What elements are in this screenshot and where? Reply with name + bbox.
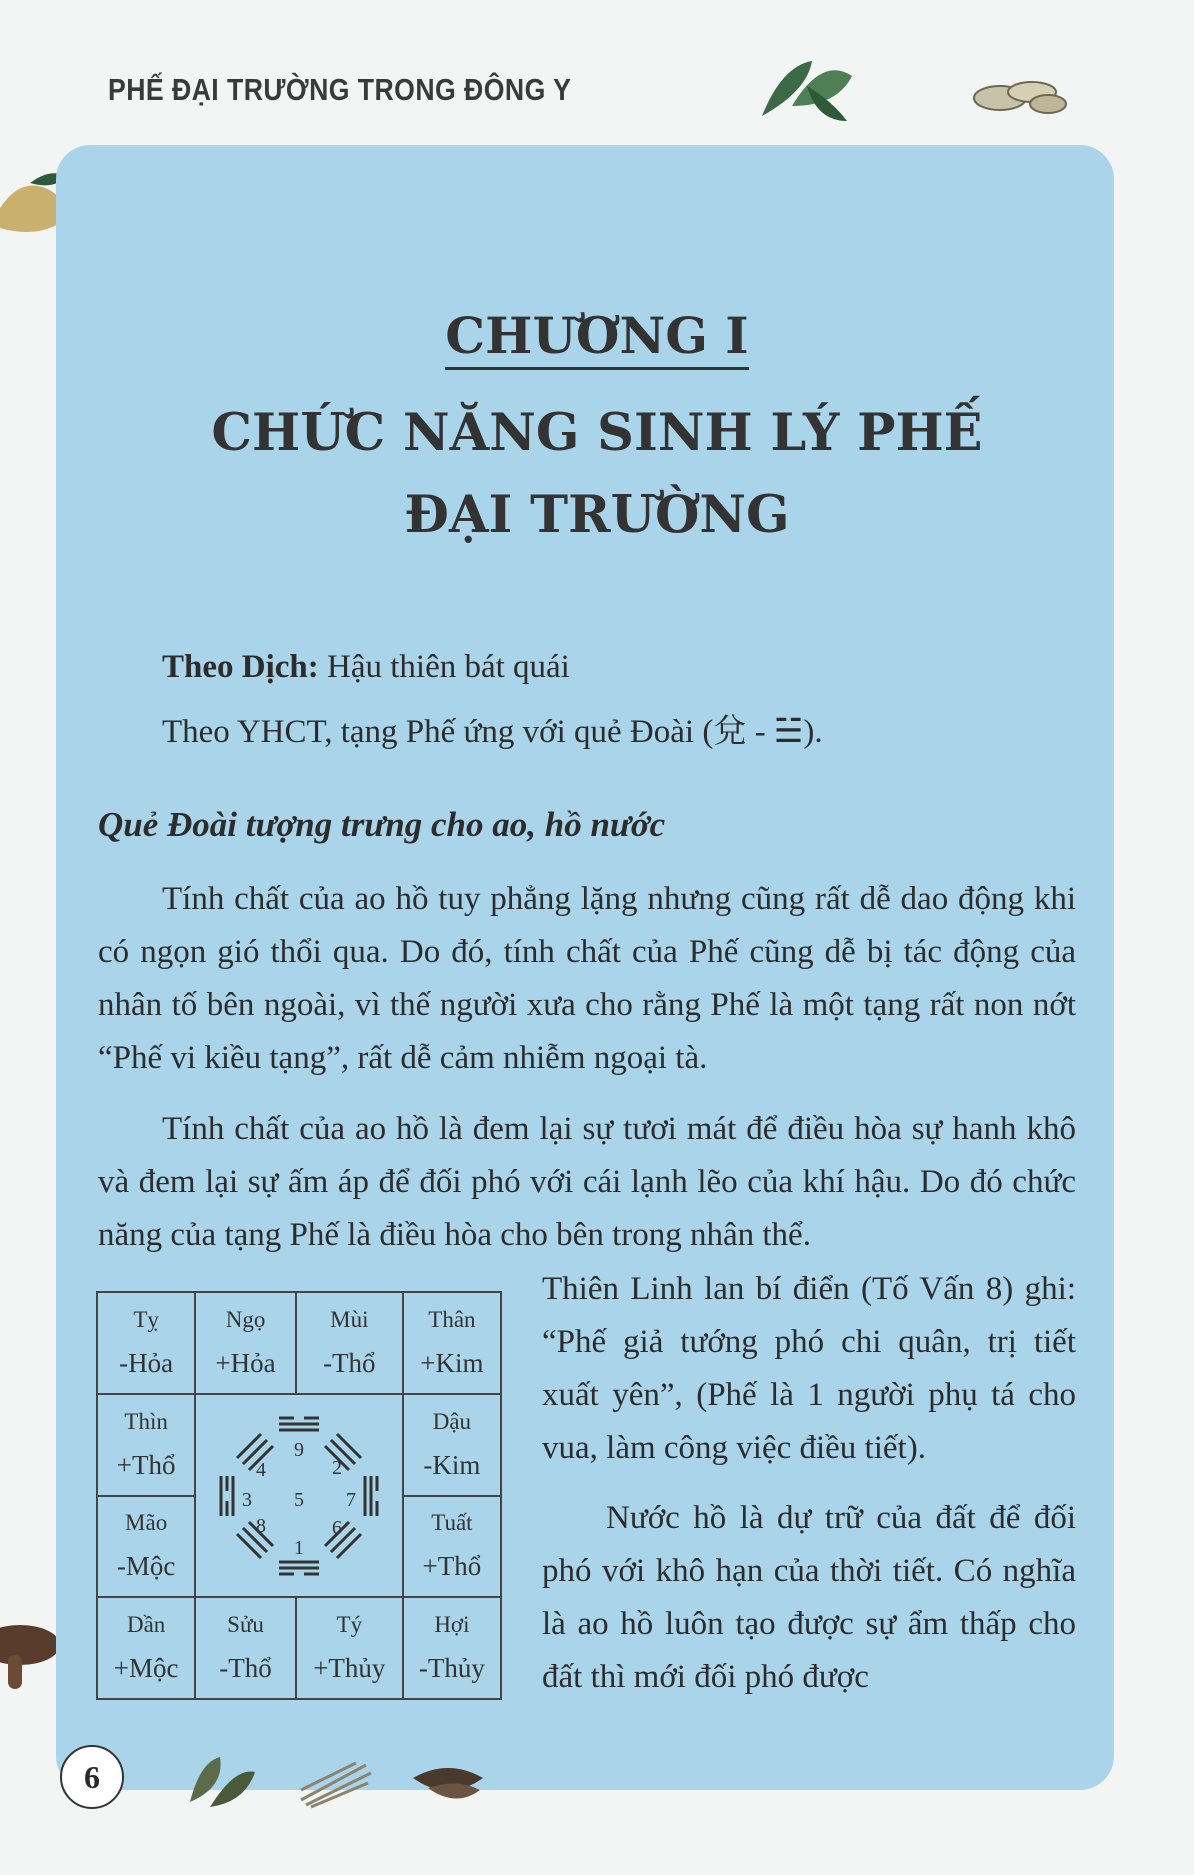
cell-ty-water: Tý +Thủy — [296, 1597, 403, 1699]
cell-mao: Mão -Mộc — [97, 1496, 195, 1598]
bagua-num-1: 1 — [294, 1536, 305, 1559]
bagua-num-7: 7 — [346, 1488, 357, 1511]
bark-slice-icon — [408, 1758, 488, 1808]
bagua-diagram — [199, 1396, 399, 1596]
page-number: 6 — [60, 1745, 124, 1809]
chapter-title — [0, 392, 1194, 556]
bagua-num-4: 4 — [256, 1458, 267, 1481]
dried-herb-icon — [296, 1755, 376, 1810]
bagua-num-3: 3 — [242, 1488, 253, 1511]
chapter-title-line2: ĐẠI TRƯỜNG — [404, 485, 790, 545]
bagua-num-6: 6 — [332, 1516, 343, 1539]
paragraph-1: Tính chất của ao hồ tuy phẳng lặng nhưng cũng rất dễ dao động khi có ngọn gió thổi qua. Do đó, tính chất của Phế cũng dễ bị tác động của nhân tố bên ngoài, vì thế người xưa cho rằng Phế là một tạng rất non nớt “Phế vi kiều tạng”, rất dễ cảm nhiễm ngoại tà. — [98, 881, 1076, 1076]
paragraph-2: Tính chất của ao hồ là đem lại sự tươi mát để điều hòa sự hanh khô và đem lại sự ấm áp để đối phó với cái lạnh lẽo của khí hậu. Do đó chức năng của tạng Phế là điều hòa cho bên trong nhân thể. — [98, 1111, 1076, 1253]
bagua-num-2: 2 — [332, 1456, 343, 1479]
section-heading: Quẻ Đoài tượng trưng cho ao, hồ nước — [98, 805, 666, 844]
running-title: PHẾ ĐẠI TRƯỜNG TRONG ĐÔNG Y — [108, 72, 572, 107]
cell-than: Thân +Kim — [403, 1292, 501, 1394]
cell-dan: Dần +Mộc — [97, 1597, 195, 1699]
cell-thin: Thìn +Thổ — [97, 1394, 195, 1496]
intro-text: Hậu thiên bát quái — [318, 649, 570, 685]
intro-label: Theo Dịch: — [162, 649, 319, 685]
cell-hoi: Hợi -Thủy — [403, 1597, 501, 1699]
bagua-table — [96, 1291, 502, 1700]
bagua-num-5: 5 — [294, 1488, 305, 1511]
mushroom-icon — [0, 1615, 62, 1695]
mint-leaf-icon — [752, 46, 862, 126]
sliced-root-icon — [970, 70, 1070, 120]
cell-ngo: Ngọ +Hỏa — [195, 1292, 296, 1394]
chapter-label: CHƯƠNG I — [0, 306, 1194, 365]
bagua-num-8: 8 — [256, 1514, 267, 1537]
bagua-center — [195, 1394, 403, 1598]
intro-line2: Theo YHCT, tạng Phế ứng với quẻ Đoài (兌 - ☱). — [162, 714, 823, 750]
paragraph-2-continued: Thiên Linh lan bí điển (Tố Vấn 8) ghi: “Phế giả tướng phó chi quân, trị tiết xuất yên”, (Phế là 1 người phụ tá cho vua, làm công việc điều tiết). — [542, 1271, 1076, 1466]
paragraph-3: Nước hồ là dự trữ của đất để đối phó với khô hạn của thời tiết. Có nghĩa là ao hồ luôn tạo được sự ẩm thấp cho đất thì mới đối phó được — [542, 1500, 1076, 1695]
cell-tuat: Tuất +Thổ — [403, 1496, 501, 1598]
chapter-title-line1: CHỨC NĂNG SINH LÝ PHẾ — [211, 403, 983, 463]
cell-mui: Mùi -Thổ — [296, 1292, 403, 1394]
intro-line1 — [162, 641, 570, 694]
cell-suu: Sửu -Thổ — [195, 1597, 296, 1699]
cell-ty: Tỵ -Hỏa — [97, 1292, 195, 1394]
bagua-num-9: 9 — [294, 1438, 305, 1461]
leaf-cluster-icon — [180, 1752, 260, 1812]
cell-dau: Dậu -Kim — [403, 1394, 501, 1496]
